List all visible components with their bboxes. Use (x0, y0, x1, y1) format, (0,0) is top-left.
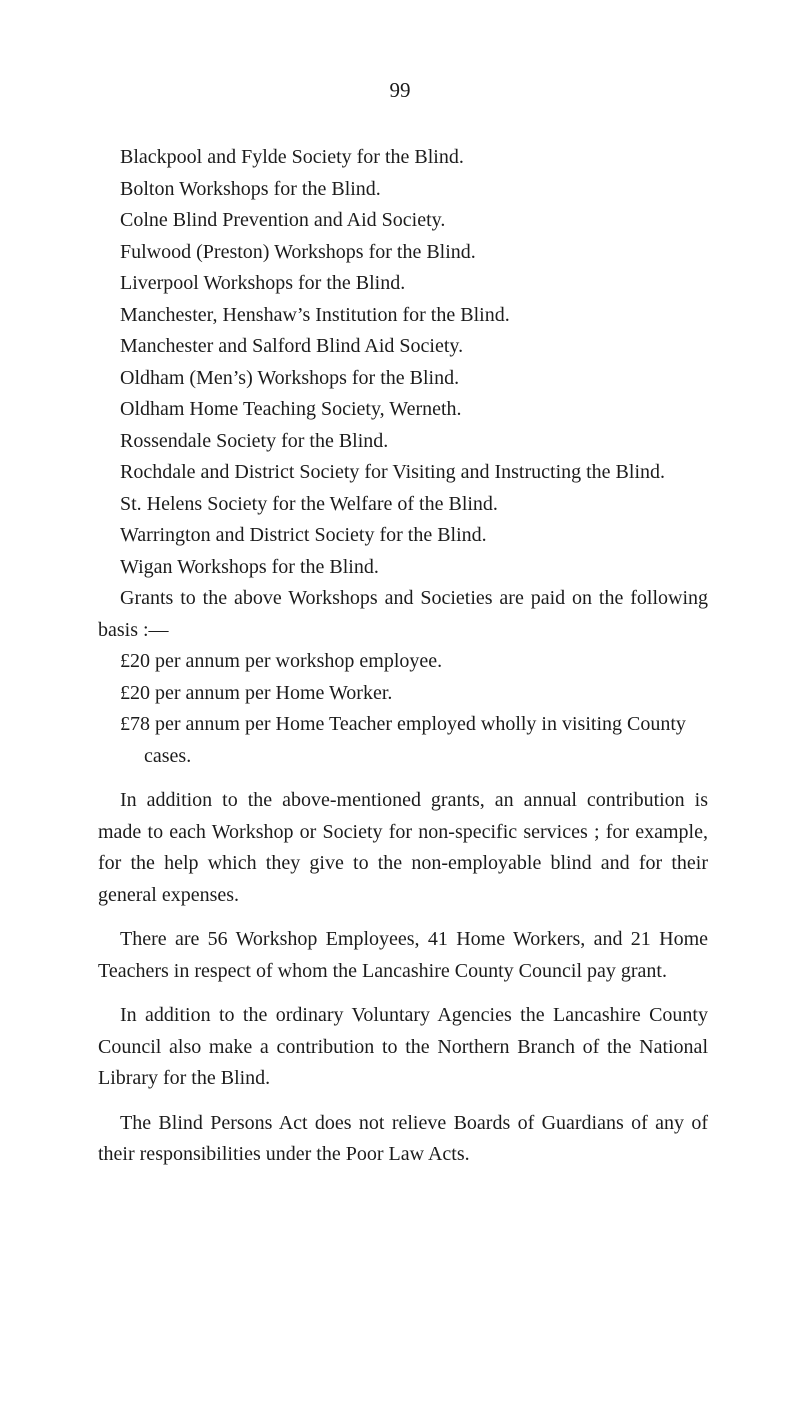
list-item: Colne Blind Prevention and Aid Society. (120, 209, 446, 231)
list-item: Rochdale and District Society for Visiting and Instructing the Blind. (120, 461, 666, 483)
spacer (98, 987, 708, 1000)
list-item: Fulwood (Preston) Workshops for the Blind. (120, 240, 476, 263)
spacer (98, 911, 708, 924)
list-item: St. Helens Society for the Welfare of the Blind. (120, 492, 498, 515)
list-item: Bolton Workshops for the Blind. (120, 177, 381, 200)
organisation-list (98, 142, 708, 583)
list-item: £20 per annum per workshop employee. (120, 650, 443, 672)
paragraph-library: In addition to the ordinary Voluntary Agencies the Lancashire County Council also make a contribution to the Northern Branch of the National Library for the Blind. (98, 1004, 708, 1089)
grants-intro: Grants to the above Workshops and Societies are paid on the following basis :— (98, 587, 708, 641)
page-number: 99 (389, 78, 411, 102)
paragraph-counts: There are 56 Workshop Employees, 41 Home Workers, and 21 Home Teachers in respect of whom the Lancashire County Council pay grant. (98, 928, 708, 982)
grant-rates-list (98, 646, 708, 772)
list-item: £20 per annum per Home Worker. (120, 681, 393, 704)
list-item: Manchester, Henshaw’s Institution for the Blind. (120, 303, 510, 326)
list-item: Oldham (Men’s) Workshops for the Blind. (120, 366, 460, 389)
spacer (98, 772, 708, 785)
list-item: Wigan Workshops for the Blind. (120, 555, 379, 578)
list-item: Rossendale Society for the Blind. (120, 429, 389, 452)
paragraph-additional-contribution: In addition to the above-mentioned grants, an annual contribution is made to each Workshop or Society for non-specific services ; for example, for the help which they give to the non-employable blind and for their general expenses. (98, 789, 708, 906)
list-item: Oldham Home Teaching Society, Werneth. (120, 398, 462, 420)
list-item: Liverpool Workshops for the Blind. (120, 272, 406, 294)
list-item: Warrington and District Society for the Blind. (120, 524, 487, 546)
list-item: £78 per annum per Home Teacher employed wholly in visiting County cases. (120, 713, 686, 767)
spacer (98, 1095, 708, 1108)
paragraph-poor-law: The Blind Persons Act does not relieve Boards of Guardians of any of their responsibilities under the Poor Law Acts. (98, 1111, 708, 1165)
list-item: Blackpool and Fylde Society for the Blind. (120, 146, 464, 168)
list-item: Manchester and Salford Blind Aid Society. (120, 335, 464, 357)
page-body (98, 142, 708, 1171)
